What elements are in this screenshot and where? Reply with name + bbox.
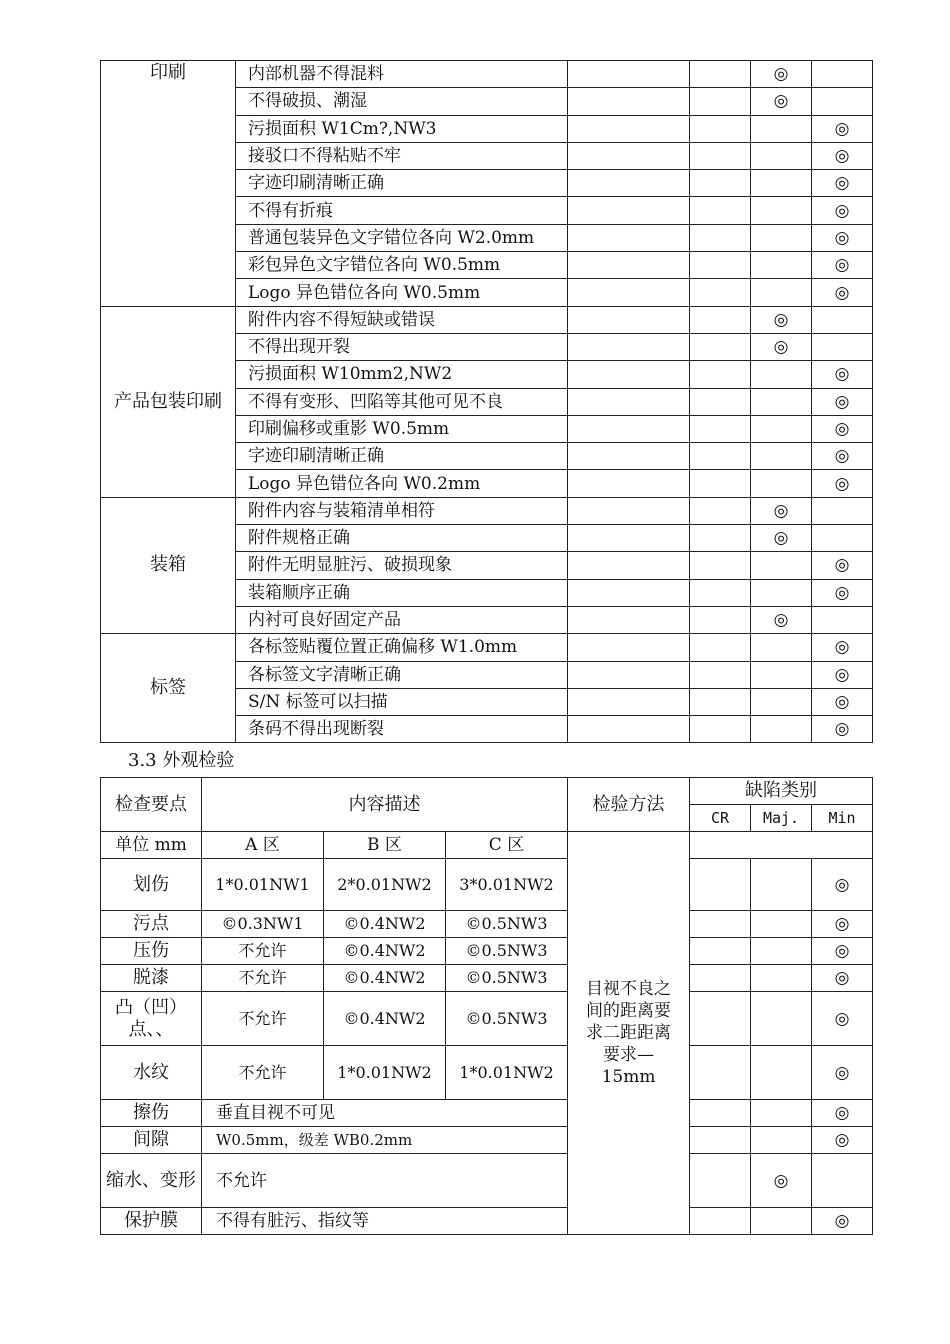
zone-c-value: 1*0.01NW2 [446, 1046, 568, 1100]
table-row [101, 1100, 873, 1127]
min-cell: ◎ [812, 938, 873, 965]
cr-cell [690, 361, 751, 388]
item-cell: 接驳口不得粘贴不牢 [236, 142, 568, 169]
appearance-inspection-table [100, 777, 873, 1235]
item-cell: 附件内容不得短缺或错误 [236, 306, 568, 333]
cr-cell [690, 252, 751, 279]
item-cell: 各标签文字清晰正确 [236, 661, 568, 688]
min-cell: ◎ [812, 661, 873, 688]
point-cell: 污点 [101, 911, 202, 938]
method-cell [568, 634, 690, 661]
maj-cell [751, 1100, 812, 1127]
maj-cell: ◎ [751, 525, 812, 552]
min-cell [812, 61, 873, 88]
min-cell: ◎ [812, 1100, 873, 1127]
min-cell [812, 88, 873, 115]
maj-cell: ◎ [751, 497, 812, 524]
desc-cell: 不得有脏污、指纹等 [202, 1208, 568, 1235]
maj-cell [751, 552, 812, 579]
zone-c-value: ©0.5NW3 [446, 965, 568, 992]
header-defect: 缺陷类别 [690, 778, 873, 805]
zone-a-value: ©0.3NW1 [202, 911, 324, 938]
maj-cell [751, 1046, 812, 1100]
zone-c: C 区 [446, 832, 568, 859]
method-cell [568, 170, 690, 197]
cr-cell [690, 88, 751, 115]
zone-a: A 区 [202, 832, 324, 859]
table-row [101, 859, 873, 911]
item-cell: 附件规格正确 [236, 525, 568, 552]
cr-cell [690, 306, 751, 333]
maj-cell [751, 415, 812, 442]
zone-b-value: 1*0.01NW2 [324, 1046, 446, 1100]
cr-cell [690, 142, 751, 169]
min-cell: ◎ [812, 1046, 873, 1100]
min-cell [812, 497, 873, 524]
min-cell: ◎ [812, 361, 873, 388]
cr-cell [690, 634, 751, 661]
cr-cell [690, 552, 751, 579]
maj-cell [751, 579, 812, 606]
maj-cell [751, 224, 812, 251]
zone-b-value: ©0.4NW2 [324, 938, 446, 965]
cr-cell [690, 115, 751, 142]
cr-cell [690, 1154, 751, 1208]
desc-cell: 垂直目视不可见 [202, 1100, 568, 1127]
item-cell: 内衬可良好固定产品 [236, 606, 568, 633]
min-cell: ◎ [812, 197, 873, 224]
cr-cell [690, 1208, 751, 1235]
maj-cell [751, 197, 812, 224]
method-cell [568, 832, 690, 1235]
min-cell: ◎ [812, 1208, 873, 1235]
maj-cell [751, 965, 812, 992]
cr-cell [690, 497, 751, 524]
min-cell: ◎ [812, 252, 873, 279]
item-cell: 印刷偏移或重影 W0.5mm [236, 415, 568, 442]
zone-b-value: ©0.4NW2 [324, 992, 446, 1046]
method-text: 目视不良之间的距离要求二距距离要求—15mm [586, 979, 671, 1087]
min-cell: ◎ [812, 634, 873, 661]
min-cell: ◎ [812, 859, 873, 911]
cr-cell [690, 224, 751, 251]
item-cell: 装箱顺序正确 [236, 579, 568, 606]
method-cell [568, 333, 690, 360]
point-cell: 水纹 [101, 1046, 202, 1100]
min-cell: ◎ [812, 992, 873, 1046]
item-cell: 字迹印刷清晰正确 [236, 443, 568, 470]
cr-cell [690, 661, 751, 688]
min-cell [812, 525, 873, 552]
cr-cell [690, 170, 751, 197]
min-cell: ◎ [812, 415, 873, 442]
zone-b: B 区 [324, 832, 446, 859]
cr-cell [690, 1100, 751, 1127]
point-cell: 凸（凹）点、、 [101, 992, 202, 1046]
category-cell: 装箱 [101, 497, 236, 633]
method-cell [568, 197, 690, 224]
method-cell [568, 688, 690, 715]
method-cell [568, 606, 690, 633]
min-cell: ◎ [812, 1127, 873, 1154]
table-row [101, 1046, 873, 1100]
header-point: 检查要点 [101, 778, 202, 832]
method-cell [568, 142, 690, 169]
item-cell: 条码不得出现断裂 [236, 716, 568, 743]
maj-cell [751, 443, 812, 470]
method-cell [568, 224, 690, 251]
table-row [101, 938, 873, 965]
min-cell: ◎ [812, 224, 873, 251]
package-inspection-table [100, 60, 873, 743]
min-cell: ◎ [812, 142, 873, 169]
min-cell: ◎ [812, 688, 873, 715]
min-cell: ◎ [812, 579, 873, 606]
maj-cell [751, 279, 812, 306]
table-row [101, 911, 873, 938]
cr-cell [690, 525, 751, 552]
min-cell [812, 606, 873, 633]
maj-cell: ◎ [751, 306, 812, 333]
zone-b-value: 2*0.01NW2 [324, 859, 446, 911]
maj-cell: ◎ [751, 606, 812, 633]
maj-cell [751, 1208, 812, 1235]
item-cell: 各标签贴覆位置正确偏移 W1.0mm [236, 634, 568, 661]
table-row [101, 1154, 873, 1208]
item-cell: Logo 异色错位各向 W0.2mm [236, 470, 568, 497]
item-cell: 污损面积 W10mm2,NW2 [236, 361, 568, 388]
point-cell: 划伤 [101, 859, 202, 911]
min-cell: ◎ [812, 716, 873, 743]
unit-label: 单位 mm [101, 832, 202, 859]
method-cell [568, 388, 690, 415]
method-cell [568, 716, 690, 743]
cr-cell [690, 1127, 751, 1154]
zone-c-value: ©0.5NW3 [446, 911, 568, 938]
item-cell: 彩包异色文字错位各向 W0.5mm [236, 252, 568, 279]
maj-cell [751, 142, 812, 169]
table-row [101, 61, 873, 88]
cr-cell [690, 606, 751, 633]
desc-cell: 不允许 [202, 1154, 568, 1208]
section-title: 3.3 外观检验 [128, 750, 235, 771]
zone-a-value: 不允许 [202, 1046, 324, 1100]
table-row [101, 965, 873, 992]
method-cell [568, 470, 690, 497]
item-cell: 附件无明显脏污、破损现象 [236, 552, 568, 579]
method-cell [568, 61, 690, 88]
cr-cell [690, 443, 751, 470]
method-cell [568, 443, 690, 470]
min-cell [812, 1154, 873, 1208]
cr-cell [690, 911, 751, 938]
zone-c-value: ©0.5NW3 [446, 992, 568, 1046]
category-cell: 标签 [101, 634, 236, 743]
maj-cell [751, 938, 812, 965]
item-cell: 不得破损、潮湿 [236, 88, 568, 115]
zone-b-value: ©0.4NW2 [324, 965, 446, 992]
cr-cell [690, 688, 751, 715]
point-cell: 脱漆 [101, 965, 202, 992]
maj-cell [751, 716, 812, 743]
method-cell [568, 497, 690, 524]
method-cell [568, 361, 690, 388]
zone-c-value: 3*0.01NW2 [446, 859, 568, 911]
method-cell [568, 252, 690, 279]
maj-cell [751, 1127, 812, 1154]
min-cell: ◎ [812, 470, 873, 497]
method-cell [568, 88, 690, 115]
cr-cell [690, 415, 751, 442]
cr-cell [690, 579, 751, 606]
point-cell: 压伤 [101, 938, 202, 965]
method-cell [568, 552, 690, 579]
min-cell: ◎ [812, 552, 873, 579]
min-cell: ◎ [812, 279, 873, 306]
min-cell: ◎ [812, 965, 873, 992]
maj-cell [751, 170, 812, 197]
point-cell: 间隙 [101, 1127, 202, 1154]
table-row [101, 992, 873, 1046]
header-desc: 内容描述 [202, 778, 568, 832]
table-row [101, 1208, 873, 1235]
item-cell: 普通包装异色文字错位各向 W2.0mm [236, 224, 568, 251]
item-cell: 不得有变形、凹陷等其他可见不良 [236, 388, 568, 415]
maj-cell [751, 388, 812, 415]
item-cell: 内部机器不得混料 [236, 61, 568, 88]
maj-cell [751, 992, 812, 1046]
min-cell: ◎ [812, 443, 873, 470]
method-cell [568, 579, 690, 606]
header-method: 检验方法 [568, 778, 690, 832]
point-cell: 擦伤 [101, 1100, 202, 1127]
cr-cell [690, 716, 751, 743]
maj-cell: ◎ [751, 333, 812, 360]
cr-cell [690, 61, 751, 88]
maj-cell [751, 115, 812, 142]
item-cell: 字迹印刷清晰正确 [236, 170, 568, 197]
method-cell [568, 525, 690, 552]
min-cell [812, 333, 873, 360]
maj-cell [751, 634, 812, 661]
point-cell: 保护膜 [101, 1208, 202, 1235]
item-cell: 不得有折痕 [236, 197, 568, 224]
zone-a-value: 不允许 [202, 992, 324, 1046]
cr-cell [690, 197, 751, 224]
maj-cell: ◎ [751, 61, 812, 88]
item-cell: S/N 标签可以扫描 [236, 688, 568, 715]
min-cell [812, 306, 873, 333]
zone-a-value: 1*0.01NW1 [202, 859, 324, 911]
method-cell [568, 415, 690, 442]
maj-cell [751, 911, 812, 938]
item-cell: 不得出现开裂 [236, 333, 568, 360]
unit-row-defect [690, 832, 873, 859]
cr-cell [690, 938, 751, 965]
header-cr: CR [690, 805, 751, 832]
zone-c-value: ©0.5NW3 [446, 938, 568, 965]
method-cell [568, 279, 690, 306]
item-cell: 污损面积 W1Cm?,NW3 [236, 115, 568, 142]
method-cell [568, 115, 690, 142]
cr-cell [690, 1046, 751, 1100]
method-cell [568, 661, 690, 688]
maj-cell [751, 470, 812, 497]
table-row [101, 1127, 873, 1154]
maj-cell: ◎ [751, 88, 812, 115]
desc-cell: W0.5mm，级差 WB0.2mm [202, 1127, 568, 1154]
method-cell [568, 306, 690, 333]
zone-a-value: 不允许 [202, 938, 324, 965]
maj-cell [751, 859, 812, 911]
cr-cell [690, 470, 751, 497]
table-row [101, 634, 873, 661]
category-cell: 产品包装印刷 [101, 306, 236, 497]
zone-a-value: 不允许 [202, 965, 324, 992]
zone-b-value: ©0.4NW2 [324, 911, 446, 938]
min-cell: ◎ [812, 388, 873, 415]
min-cell: ◎ [812, 115, 873, 142]
header-row [101, 778, 873, 805]
header-min: Min [812, 805, 873, 832]
item-cell: 附件内容与装箱清单相符 [236, 497, 568, 524]
maj-cell [751, 252, 812, 279]
cr-cell [690, 992, 751, 1046]
maj-cell [751, 688, 812, 715]
min-cell: ◎ [812, 170, 873, 197]
min-cell: ◎ [812, 911, 873, 938]
header-maj: Maj. [751, 805, 812, 832]
cr-cell [690, 965, 751, 992]
point-cell: 缩水、变形 [101, 1154, 202, 1208]
unit-row [101, 832, 873, 859]
maj-cell: ◎ [751, 1154, 812, 1208]
maj-cell [751, 661, 812, 688]
cr-cell [690, 859, 751, 911]
maj-cell [751, 361, 812, 388]
cr-cell [690, 279, 751, 306]
item-cell: Logo 异色错位各向 W0.5mm [236, 279, 568, 306]
table-row [101, 306, 873, 333]
cr-cell [690, 333, 751, 360]
category-cell: 印刷 [101, 61, 236, 307]
cr-cell [690, 388, 751, 415]
table-row [101, 497, 873, 524]
